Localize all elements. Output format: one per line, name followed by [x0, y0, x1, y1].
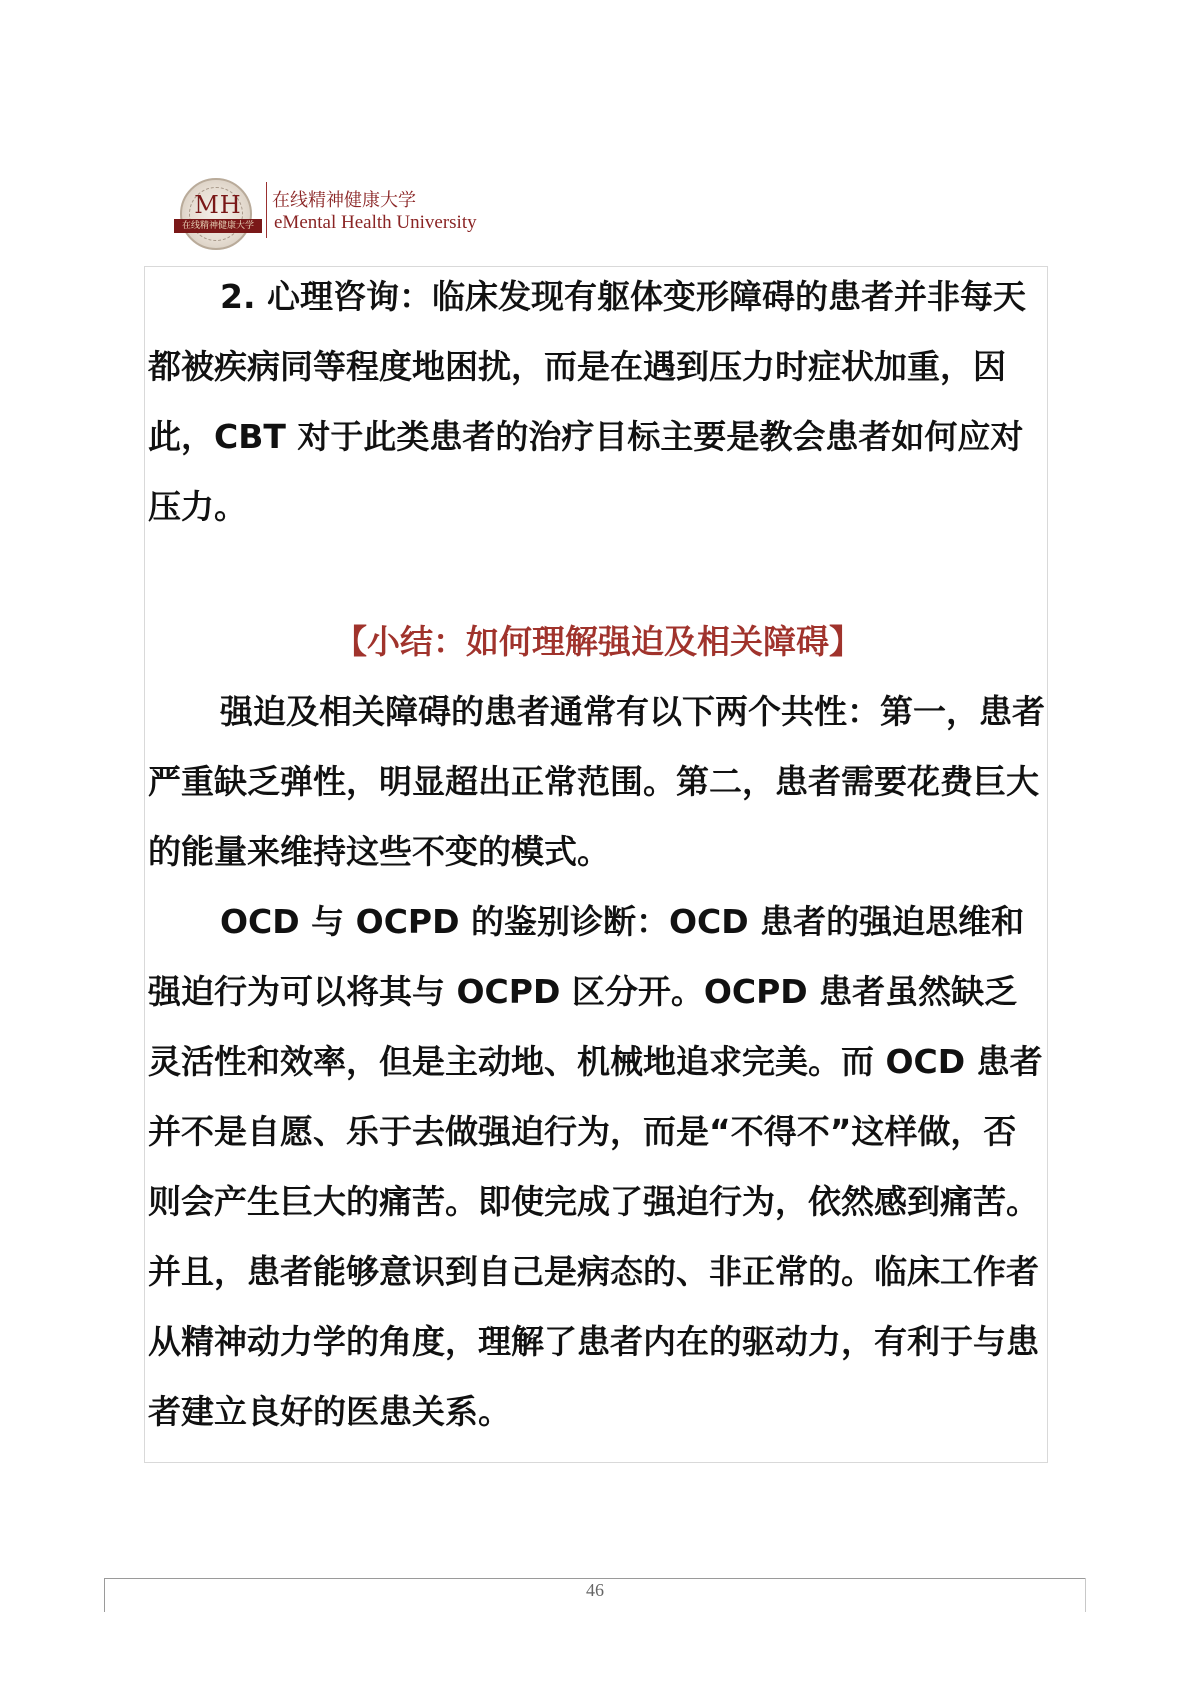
mh-seal-emblem [180, 178, 252, 250]
paragraph-ocd-vs-ocpd: OCD 与 OCPD 的鉴别诊断：OCD 患者的强迫思维和强迫行为可以将其与 OCPD 区分开。OCPD 患者虽然缺乏灵活性和效率，但是主动地、机械地追求完美。而 OCD 患者并不是自愿、乐于去做强迫行为，而是“不得不”这样做，否则会产生巨大的痛苦。即使完成了强迫行为，依然感到痛苦。并且，患者能够意识到自己是病态的、非正常的。临床工作者从精神动力学的角度，理解了患者内在的驱动力，有利于与患者建立良好的医患关系。 [148, 902, 1043, 1431]
page-number: 46 [586, 1580, 604, 1600]
university-logo [172, 178, 502, 246]
paragraph-psychological-counseling: 2. 心理咨询：临床发现有躯体变形障碍的患者并非每天都被疾病同等程度地困扰，而是在遇到压力时症状加重，因此，CBT 对于此类患者的治疗目标主要是教会患者如何应对压力。 [148, 277, 1026, 526]
logo-divider [266, 182, 267, 238]
seal-ribbon: 在线精神健康大学 [174, 219, 262, 233]
paragraph-common-traits: 强迫及相关障碍的患者通常有以下两个共性：第一，患者严重缺乏弹性，明显超出正常范围。第二，患者需要花费巨大的能量来维持这些不变的模式。 [148, 692, 1045, 871]
footer-rule-right-edge [1085, 1578, 1086, 1612]
logo-name-chinese: 在线精神健康大学 [272, 190, 416, 211]
summary-heading: 【小结：如何理解强迫及相关障碍】 [334, 622, 862, 661]
logo-name-english: eMental Health University [274, 212, 477, 233]
seal-monogram: MH [194, 191, 242, 219]
footer-rule-left-edge [104, 1578, 105, 1612]
footer-rule [104, 1578, 1086, 1579]
